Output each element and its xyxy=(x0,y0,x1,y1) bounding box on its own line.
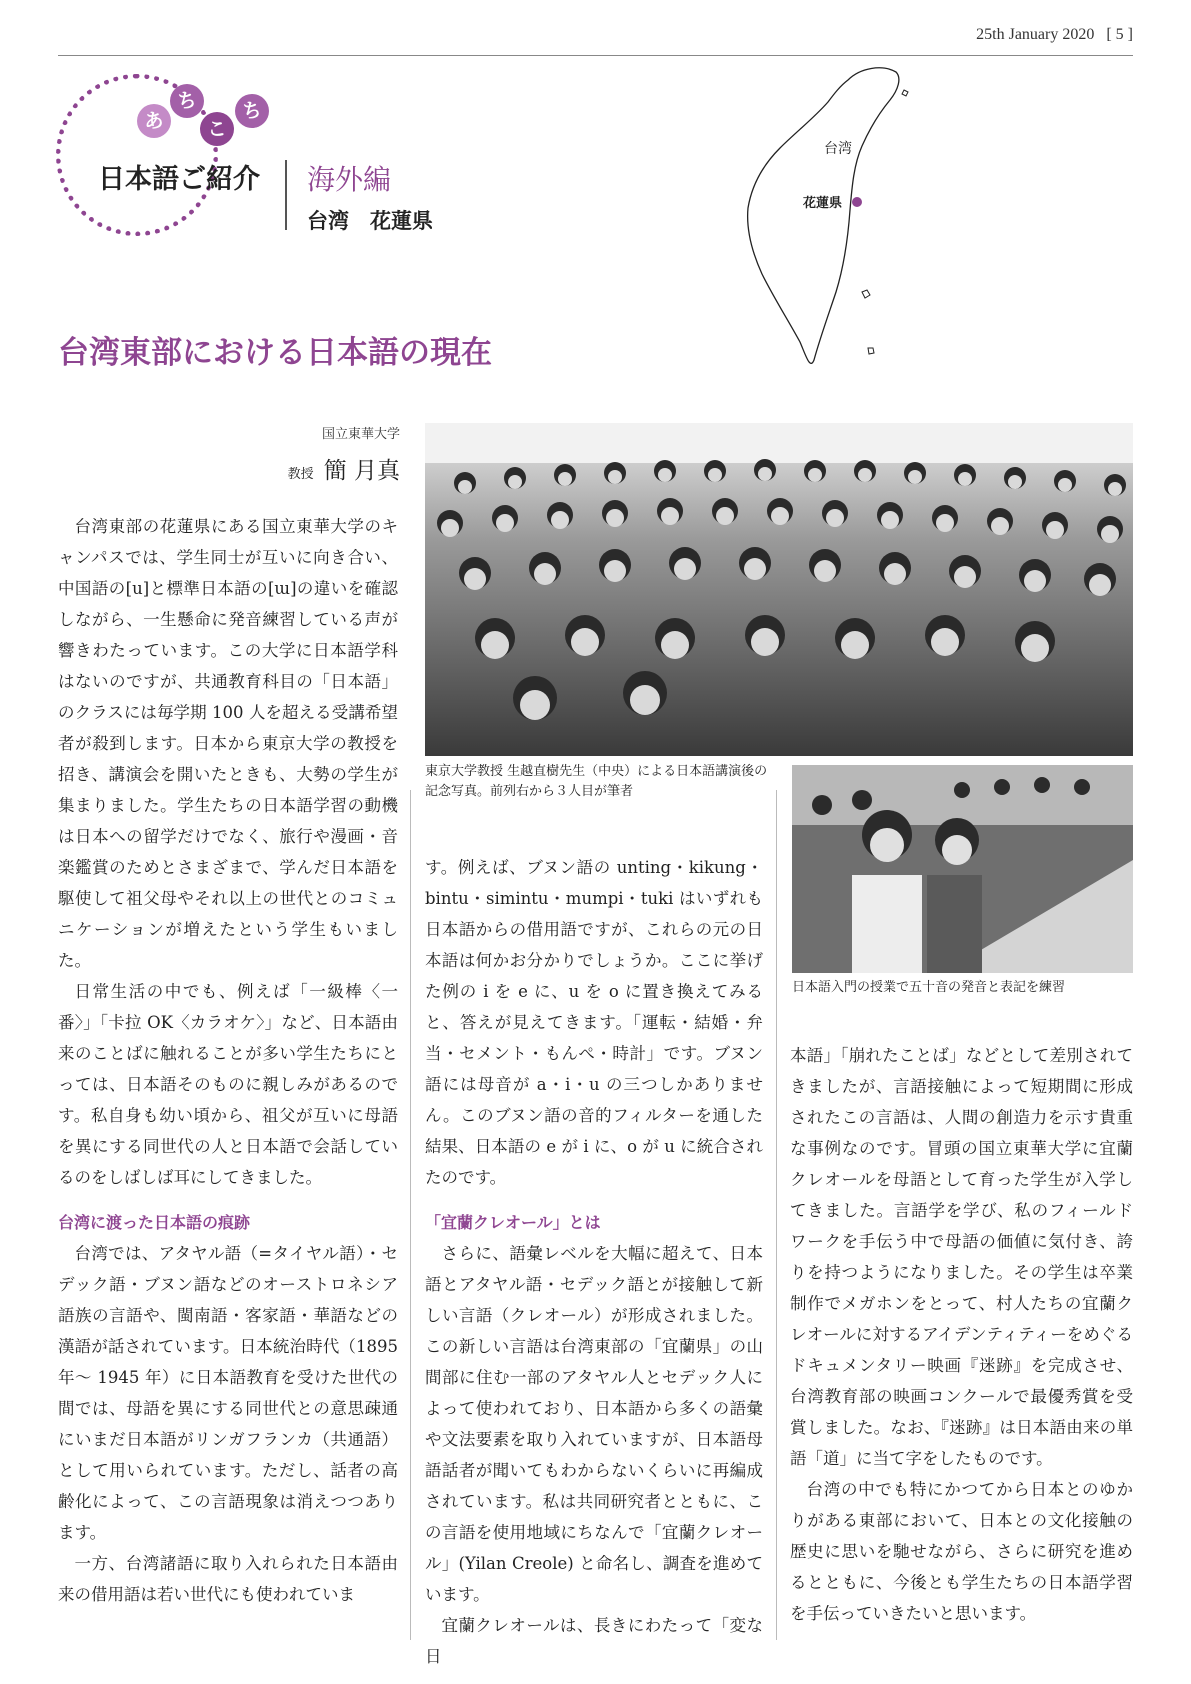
column-divider-2 xyxy=(776,790,777,1640)
author-name: 簡 月真 xyxy=(323,458,400,484)
paragraph: 日常生活の中でも、例えば「一級棒〈一番〉」「卡拉 OK〈カラオケ〉」など、日本語由来のことばに触れることが多い学生たちにとっては、日本語そのものに親しみがあるのです。私自身も幼い頃から、祖父が互いに母語を異にする同世代の人と日本語で会話しているのをしばしば耳にしてきました。 xyxy=(58,982,398,1187)
page-number: [ 5 ] xyxy=(1106,26,1133,43)
header-divider xyxy=(58,55,1133,56)
kana-bubble-ko: こ xyxy=(200,112,234,146)
column-divider-1 xyxy=(410,790,411,1640)
edition-label: 海外編 xyxy=(307,163,392,196)
article-column-1 xyxy=(58,511,398,1610)
author-line xyxy=(288,452,400,485)
photo-caption-2: 日本語入門の授業で五十音の発音と表記を練習 xyxy=(792,980,1066,995)
islet-orchid xyxy=(868,348,874,354)
kana-bubble-a: あ xyxy=(137,104,171,138)
group-photo xyxy=(425,423,1133,756)
article-column-3 xyxy=(790,1040,1133,1629)
paragraph: 本語」「崩れたことば」などとして差別されてきましたが、言語接触によって短期間に形成されたこの言語は、人間の創造力を示す貴重な事例なのです。冒頭の国立東華大学に宜蘭クレオールを母語として育った学生が入学してきました。言語学を学び、私のフィールドワークを手伝う中で母語の価値に気付き、誇りを持つようになりました。その学生は卒業制作でメガホンをとって、村人たちの宜蘭クレオールに対するアイデンティティーをめぐるドキュメンタリー映画『迷跡』を完成させ、台湾教育部の映画コンクールで最優秀賞を受賞しました。なお、『迷跡』は日本語由来の単語「道」に当て字をしたものです。 xyxy=(790,1046,1133,1468)
location-label: 台湾 花蓮県 xyxy=(307,209,433,233)
series-divider xyxy=(285,160,287,230)
article-headline: 台湾東部における日本語の現在 xyxy=(58,335,492,371)
islet-1 xyxy=(902,90,908,96)
paragraph: 台湾の中でも特にかつてから日本とのゆかりがある東部において、日本との文化接触の歴史に思いを馳せながら、さらに研究を進めるとともに、今後とも学生たちの日本語学習を手伝っていきたいと思います。 xyxy=(790,1480,1133,1623)
date-text: 25th January 2020 xyxy=(976,26,1095,43)
section-heading: 台湾に渡った日本語の痕跡 xyxy=(58,1213,251,1232)
issue-date xyxy=(976,26,1133,44)
paragraph: 台湾東部の花蓮県にある国立東華大学のキャンパスでは、学生同士が互いに向き合い、中国語の[u]と標準日本語の[ɯ]の違いを確認しながら、一生懸命に発音練習している声が響きわたっています。この大学に日本語学科はないのですが、共通教育科目の「日本語」のクラスには毎学期 100 人を超える受講希望者が殺到します。日本から東京大学の教授を招き、講演会を開いたときも、大勢の学生が集まりました。学生たちの日本語学習の動機は日本への留学だけでなく、旅行や漫画・音楽鑑賞のためとさまざまで、学んだ日本語を駆使して祖父母やそれ以上の世代とのコミュニケーションが増えたという学生もいました。 xyxy=(58,517,398,970)
hualien-marker xyxy=(852,197,862,207)
map-label-taiwan: 台湾 xyxy=(824,141,852,157)
series-title: 日本語ご紹介 xyxy=(98,164,260,195)
author-role: 教授 xyxy=(287,467,314,482)
paragraph: さらに、語彙レベルを大幅に超えて、日本語とアタヤル語・セデック語とが接触して新しい言語（クレオール）が形成されました。この新しい言語は台湾東部の「宜蘭県」の山間部に住む一部のアタヤル人とセデック人によって使われており、日本語から多くの語彙や文法要素を取り入れていますが、日本語母語話者が聞いてもわからないくらいに再編成されています。私は共同研究者とともに、この言語を使用地域にちなんで「宜蘭クレオール」(Yilan Creole) と命名し、調査を進めています。 xyxy=(425,1244,763,1604)
classroom-photo xyxy=(792,765,1133,973)
paragraph: 一方、台湾諸語に取り入れられた日本語由来の借用語は若い世代にも使われていま xyxy=(58,1554,398,1604)
kana-bubble-chi: ち xyxy=(170,84,204,118)
author-affiliation: 国立東華大学 xyxy=(321,427,400,442)
paragraph: 宜蘭クレオールは、長きにわたって「変な日 xyxy=(425,1616,763,1666)
islet-green xyxy=(862,290,870,298)
paragraph: 台湾では、アタヤル語（=タイヤル語）・セデック語・ブヌン語などのオーストロネシア語族の言語や、閩南語・客家語・華語などの漢語が話されています。日本統治時代（1895 年～ 1945 年）に日本語教育を受けた世代の間では、母語を異にする同世代との意思疎通にいまだ日本語がリンガフランカ（共通語）として用いられています。ただし、話者の高齢化によって、この言語現象は消えつつあります。 xyxy=(58,1244,398,1542)
map-label-hualien: 花蓮県 xyxy=(803,196,843,211)
section-heading: 「宜蘭クレオール」とは xyxy=(425,1213,601,1232)
article-column-2 xyxy=(425,852,763,1672)
paragraph: す。例えば、ブヌン語の unting・kikung・bintu・simintu・mumpi・tuki はいずれも日本語からの借用語ですが、これらの元の日本語は何かお分かりでしょうか。ここに挙げた例の i を e に、u を o に置き換えてみると、答えが見えてきます。「運転・結婚・弁当・セメント・もんぺ・時計」です。ブヌン語には母音が a・i・u の三つしかありません。このブヌン語の音的フィルターを通した結果、日本語の e が i に、o が u に統合されたのです。 xyxy=(425,858,763,1187)
photo-caption-1: 東京大学教授 生越直樹先生（中央）による日本語講演後の記念写真。前列右から３人目が筆者 xyxy=(425,764,768,799)
taiwan-map xyxy=(730,60,990,400)
taiwan-island-outline xyxy=(748,68,899,364)
kana-bubble-chi2: ち xyxy=(235,94,269,128)
